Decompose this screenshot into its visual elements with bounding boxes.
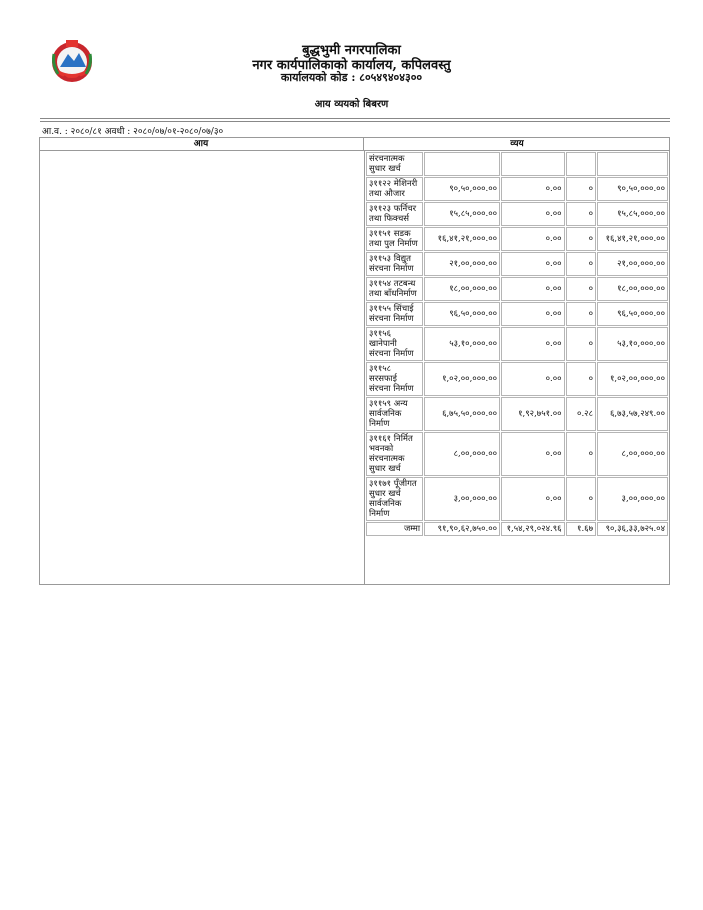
expense-spent-cell: ०.०० <box>501 202 565 226</box>
expense-budget-cell: १५,८५,०००.०० <box>424 202 500 226</box>
expense-remaining-cell: ९६,५०,०००.०० <box>597 302 668 326</box>
municipality-name: बुद्धभुमी नगरपालिका <box>302 43 401 58</box>
expense-remaining-cell: ५३,१०,०००.०० <box>597 327 668 361</box>
expense-spent-cell: ०.०० <box>501 227 565 251</box>
expense-budget-cell: ५३,१०,०००.०० <box>424 327 500 361</box>
expense-name-cell: संरचनात्मक सुधार खर्च <box>366 152 423 176</box>
expense-percent-cell: ० <box>566 302 596 326</box>
expense-budget-cell: १६,४१,२१,०००.०० <box>424 227 500 251</box>
expense-budget-cell: ६,७५,५०,०००.०० <box>424 397 500 431</box>
total-row <box>366 522 668 536</box>
expense-name-cell: ३११५४ तटबन्ध तथा बाँधनिर्माण <box>366 277 423 301</box>
expense-spent-cell: १,९२,७५१.०० <box>501 397 565 431</box>
expense-percent-cell: ० <box>566 277 596 301</box>
expense-name-cell: ३११५५ सिंचाई संरचना निर्माण <box>366 302 423 326</box>
table-row <box>366 397 668 431</box>
expense-spent-cell: ०.०० <box>501 362 565 396</box>
expense-remaining-cell: १५,८५,०००.०० <box>597 202 668 226</box>
expense-remaining-cell <box>597 152 668 176</box>
expense-budget-cell: २१,००,०००.०० <box>424 252 500 276</box>
expense-name-cell: ३११५१ सडक तथा पुल निर्माण <box>366 227 423 251</box>
table-row <box>366 177 668 201</box>
expense-budget-cell: १८,००,०००.०० <box>424 277 500 301</box>
expense-remaining-cell: ८,००,०००.०० <box>597 432 668 476</box>
expense-percent-cell <box>566 152 596 176</box>
table-row <box>366 152 668 176</box>
expense-percent-cell: ० <box>566 227 596 251</box>
table-row <box>366 327 668 361</box>
expense-remaining-cell: १६,४१,२१,०००.०० <box>597 227 668 251</box>
expense-spent-cell: ०.०० <box>501 177 565 201</box>
expense-remaining-cell: १,०२,००,०००.०० <box>597 362 668 396</box>
expense-budget-cell: ९६,५०,०००.०० <box>424 302 500 326</box>
expense-table-body <box>366 152 668 536</box>
expense-remaining-cell: १८,००,०००.०० <box>597 277 668 301</box>
total-spent-cell: १,५४,२९,०२४.९६ <box>501 522 565 536</box>
expense-name-cell: ३११२३ फर्निचर तथा फिक्चर्स <box>366 202 423 226</box>
total-percent-cell: १.६७ <box>566 522 596 536</box>
table-row <box>366 277 668 301</box>
expense-percent-cell: ०.२८ <box>566 397 596 431</box>
expense-budget-cell: १,०२,००,०००.०० <box>424 362 500 396</box>
expense-name-cell: ३११५९ अन्य सार्वजनिक निर्माण <box>366 397 423 431</box>
expense-table <box>365 151 669 537</box>
income-column-header: आय <box>39 137 364 151</box>
expense-budget-cell: ८,००,०००.०० <box>424 432 500 476</box>
expense-remaining-cell: २१,००,०००.०० <box>597 252 668 276</box>
divider-line <box>40 121 670 122</box>
expense-name-cell: ३११७१ पूँजीगत सुधार खर्च सार्वजनिक निर्माण <box>366 477 423 521</box>
expense-spent-cell: ०.०० <box>501 327 565 361</box>
expense-spent-cell: ०.०० <box>501 277 565 301</box>
total-budget-cell: ९१,९०,६२,७५०.०० <box>424 522 500 536</box>
expense-percent-cell: ० <box>566 432 596 476</box>
table-row <box>366 227 668 251</box>
expense-percent-cell: ० <box>566 327 596 361</box>
expense-budget-cell: ३,००,०००.०० <box>424 477 500 521</box>
expense-spent-cell: ०.०० <box>501 477 565 521</box>
table-row <box>366 362 668 396</box>
expense-percent-cell: ० <box>566 177 596 201</box>
expense-percent-cell: ० <box>566 362 596 396</box>
expense-percent-cell: ० <box>566 202 596 226</box>
expense-remaining-cell: ३,००,०००.०० <box>597 477 668 521</box>
office-code: कार्यालयको कोड : ८०५४९४०४३०० <box>280 71 423 84</box>
expense-remaining-cell: ६,७३,५७,२४९.०० <box>597 397 668 431</box>
divider-line <box>40 118 670 119</box>
office-name: नगर कार्यपालिकाको कार्यालय, कपिलवस्तु <box>252 58 451 73</box>
table-row <box>366 252 668 276</box>
expense-percent-cell: ० <box>566 477 596 521</box>
expense-name-cell: ३११२२ मेशिनरी तथा औजार <box>366 177 423 201</box>
expense-remaining-cell: ९०,५०,०००.०० <box>597 177 668 201</box>
table-row <box>366 477 668 521</box>
expense-name-cell: ३११५३ विद्युत संरचना निर्माण <box>366 252 423 276</box>
table-row <box>366 432 668 476</box>
table-row <box>366 302 668 326</box>
expense-spent-cell <box>501 152 565 176</box>
expense-spent-cell: ०.०० <box>501 432 565 476</box>
expense-percent-cell: ० <box>566 252 596 276</box>
expense-budget-cell: ९०,५०,०००.०० <box>424 177 500 201</box>
expense-spent-cell: ०.०० <box>501 302 565 326</box>
report-title: आय व्ययको बिबरण <box>314 99 389 110</box>
expense-column-header: व्यय <box>364 137 670 151</box>
expense-name-cell: ३११५६ खानेपानी संरचना निर्माण <box>366 327 423 361</box>
total-remaining-cell: ९०,३६,३३,७२५.०४ <box>597 522 668 536</box>
expense-name-cell: ३११५८ सरसफाई संरचना निर्माण <box>366 362 423 396</box>
table-row <box>366 202 668 226</box>
fiscal-period: आ.व. : २०८०/८१ अवधी : २०८०/०७/०१-२०८०/०७/३० <box>42 127 224 137</box>
expense-spent-cell: ०.०० <box>501 252 565 276</box>
expense-budget-cell <box>424 152 500 176</box>
total-label-cell: जम्मा <box>366 522 423 536</box>
expense-name-cell: ३११६१ निर्मित भवनको संरचनात्मक सुधार खर्च <box>366 432 423 476</box>
